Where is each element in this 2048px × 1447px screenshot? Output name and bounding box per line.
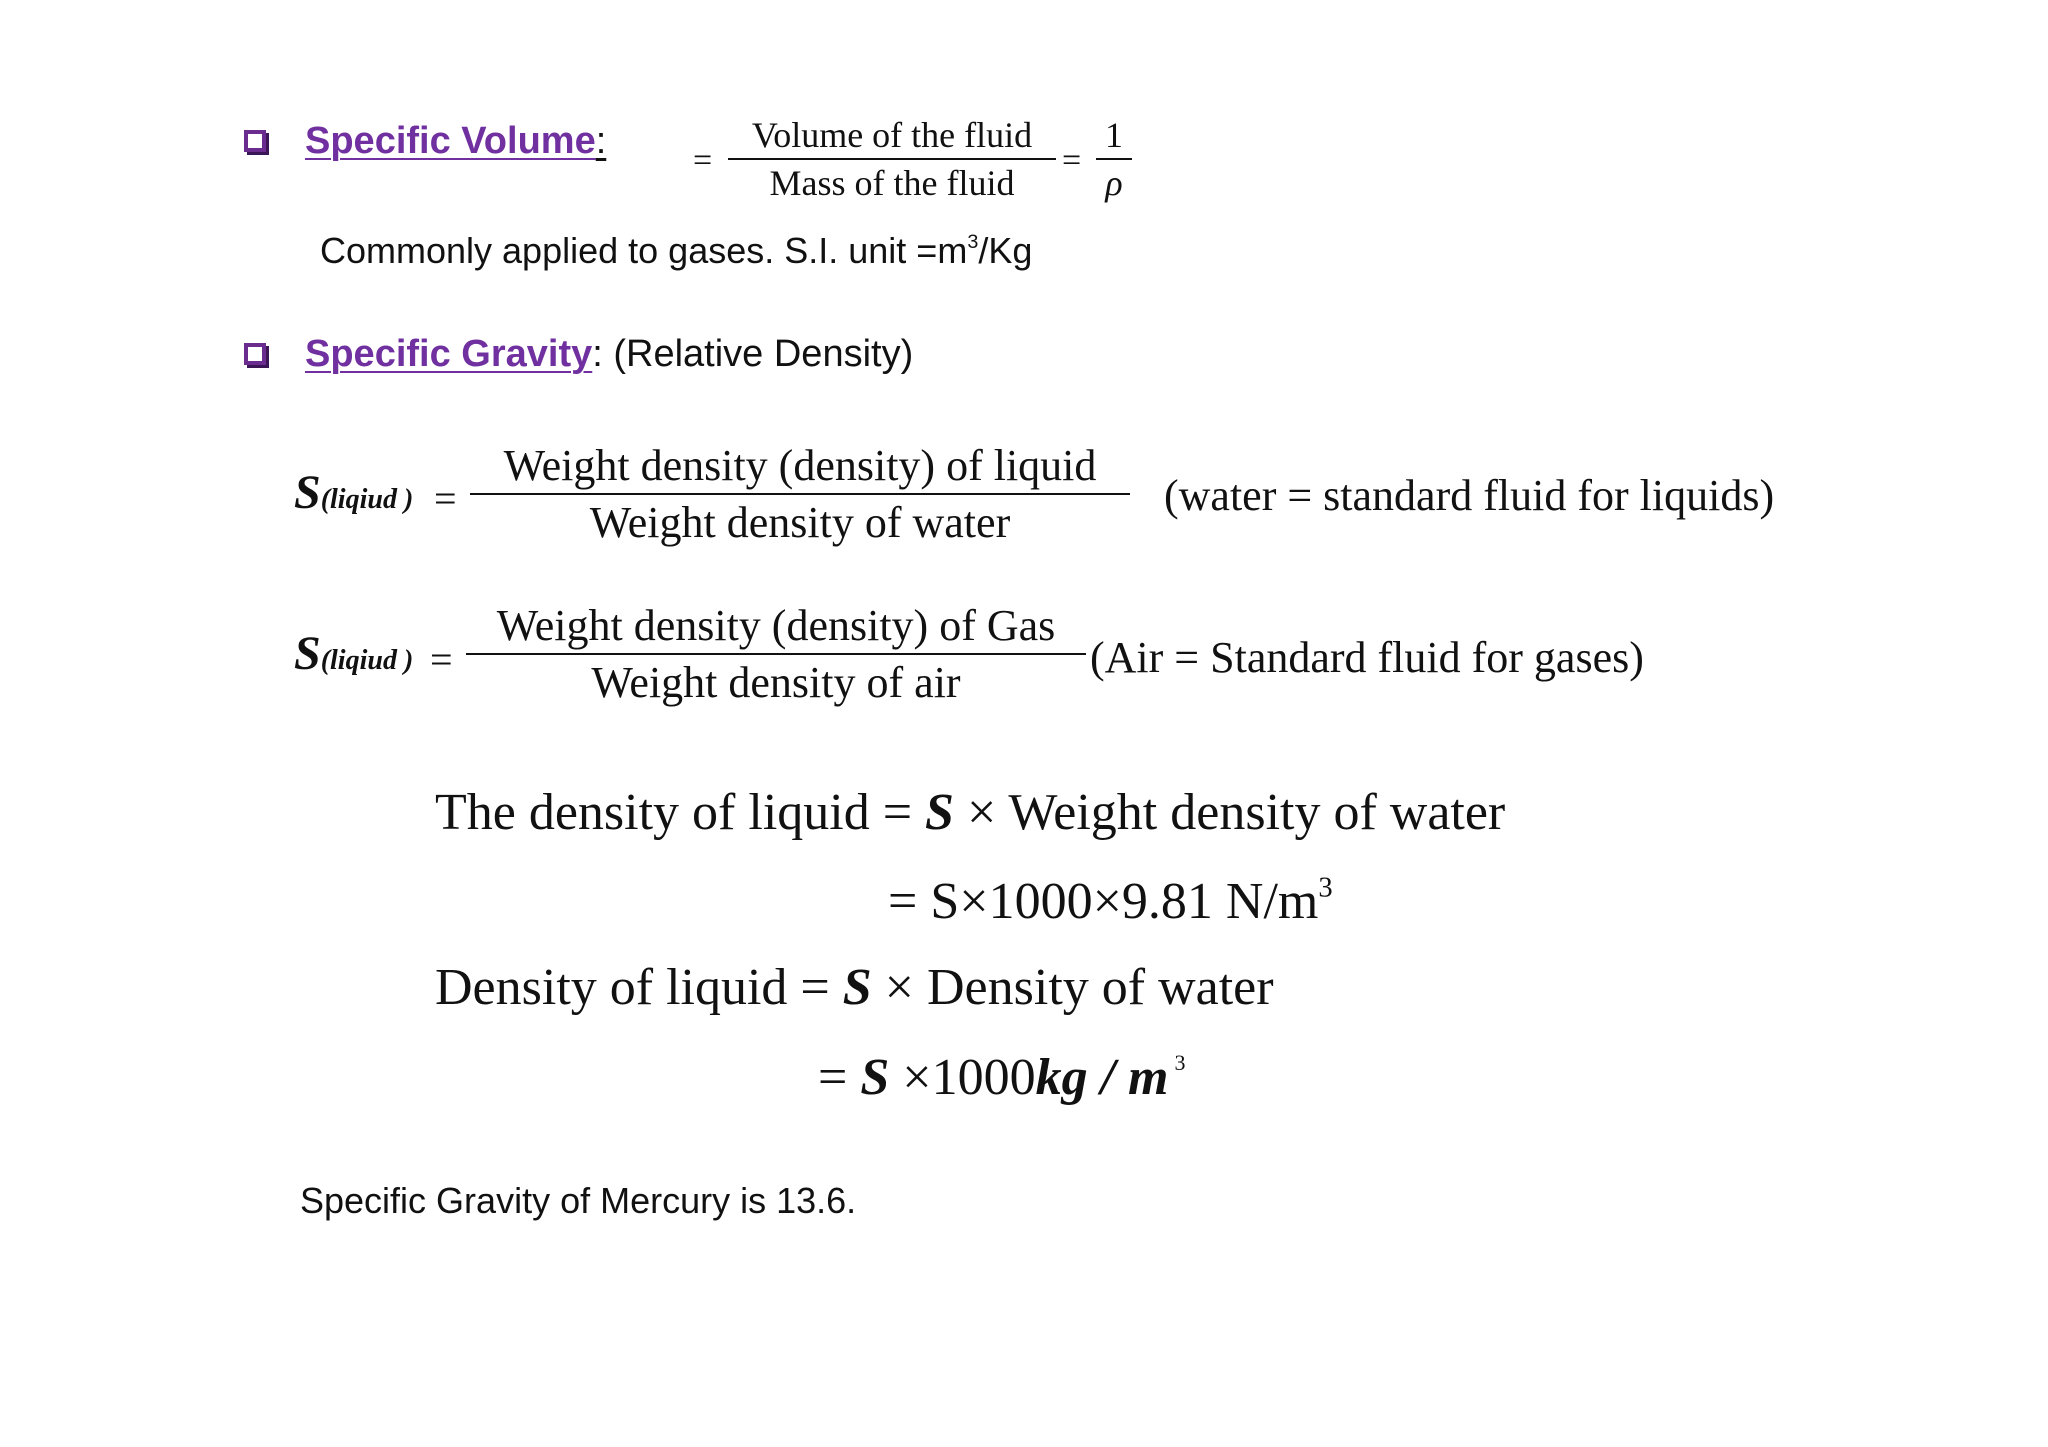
- specific-volume-numerator: Volume of the fluid: [751, 115, 1033, 155]
- sg-gas-numerator: Weight density (density) of Gas: [496, 601, 1056, 650]
- fraction-bar: [1096, 158, 1132, 160]
- fraction-bar: [728, 158, 1056, 160]
- sg-gas-equals: =: [430, 637, 453, 682]
- line2-text: = S×1000×9.81 N/m: [888, 873, 1319, 930]
- specific-gravity-suffix: : (Relative Density): [592, 333, 914, 375]
- specific-gravity-title: Specific Gravity: [305, 333, 593, 375]
- line4-symbol-s: S: [860, 1049, 890, 1106]
- inverse-rho-numerator: 1: [1105, 115, 1123, 155]
- sg-liquid-equals: =: [434, 476, 457, 521]
- specific-volume-colon: :: [595, 120, 607, 162]
- sg-gas-fraction: [466, 600, 1086, 708]
- sg-liquid-symbol: [294, 465, 413, 520]
- line4-unit: kg / m: [1035, 1049, 1169, 1106]
- specific-volume-note: [320, 230, 1032, 272]
- specific-volume-heading: [305, 120, 606, 163]
- inverse-rho-fraction: [1096, 114, 1132, 204]
- line3-left: Density of liquid =: [435, 959, 843, 1016]
- line4-equals: =: [818, 1049, 861, 1106]
- line3-symbol-s: S: [842, 959, 872, 1016]
- line1-symbol-s: S: [925, 784, 954, 841]
- fraction-bar: [470, 493, 1130, 495]
- symbol-s: S: [294, 627, 321, 680]
- line1-right: × Weight density of water: [953, 784, 1506, 841]
- sg-liquid-denominator: Weight density of water: [589, 498, 1011, 547]
- density-line-4: [818, 1048, 1185, 1107]
- note-text: Commonly applied to gases. S.I. unit =m: [320, 230, 968, 271]
- line4-superscript: 3: [1174, 1050, 1186, 1075]
- specific-volume-eq2: =: [1062, 142, 1082, 179]
- line3-right: × Density of water: [871, 959, 1274, 1016]
- symbol-s: S: [294, 466, 321, 519]
- sg-gas-symbol: [294, 626, 413, 681]
- specific-volume-fraction: [728, 114, 1056, 204]
- specific-gravity-heading: [305, 333, 913, 376]
- rho-symbol: ρ: [1105, 163, 1123, 203]
- note-tail: /Kg: [978, 230, 1033, 271]
- subscript: (liqiud ): [320, 484, 414, 515]
- sg-liquid-note: (water = standard fluid for liquids): [1164, 471, 1775, 520]
- specific-volume-denominator: Mass of the fluid: [769, 163, 1015, 203]
- mercury-note: Specific Gravity of Mercury is 13.6.: [300, 1180, 857, 1221]
- subscript: (liqiud ): [320, 645, 414, 676]
- line2-superscript: 3: [1318, 872, 1333, 904]
- density-line-1: [435, 783, 1505, 842]
- bullet-checkbox-icon: [244, 343, 266, 365]
- note-superscript: 3: [967, 231, 979, 254]
- density-line-3: [435, 958, 1274, 1017]
- specific-volume-title: Specific Volume: [305, 120, 596, 162]
- fraction-bar: [466, 653, 1086, 655]
- specific-volume-eq1: =: [693, 142, 713, 179]
- sg-gas-denominator: Weight density of air: [591, 658, 961, 707]
- line4-mid: ×1000: [889, 1049, 1036, 1106]
- line1-left: The density of liquid =: [435, 784, 926, 841]
- density-line-2: [888, 872, 1333, 931]
- sg-liquid-fraction: [470, 440, 1130, 548]
- sg-liquid-numerator: Weight density (density) of liquid: [503, 441, 1097, 490]
- bullet-checkbox-icon: [244, 130, 266, 152]
- sg-gas-note: (Air = Standard fluid for gases): [1090, 633, 1644, 682]
